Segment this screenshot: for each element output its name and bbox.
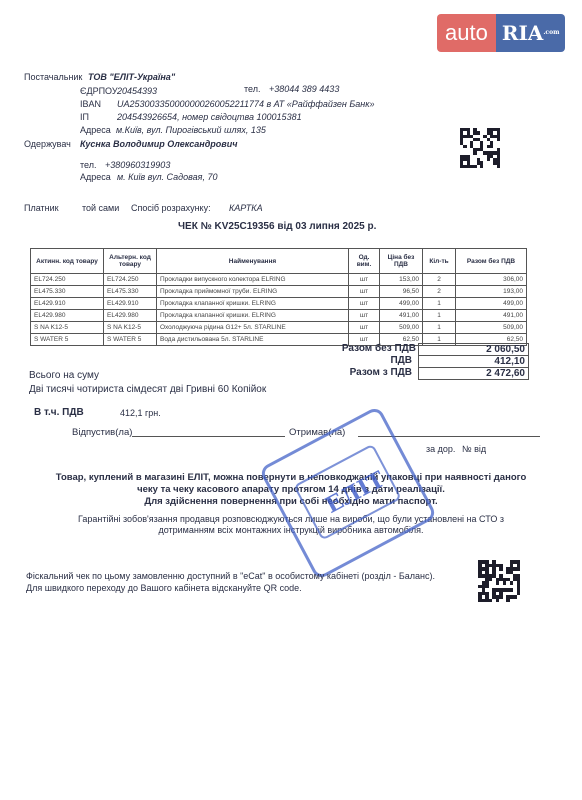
buyer-tel: +380960319903	[105, 160, 171, 170]
cell-unit: шт	[349, 334, 380, 346]
cell-price: 499,00	[380, 298, 423, 310]
vat-total: 412,10	[418, 355, 529, 368]
cell-alt-code: S WATER 5	[104, 334, 157, 346]
released-signature-line	[132, 436, 285, 437]
cell-total: 193,00	[456, 286, 527, 298]
power-of-attorney-label: за дор.	[426, 444, 456, 454]
cell-total: 306,00	[456, 274, 527, 286]
cell-price: 96,50	[380, 286, 423, 298]
payment-method-label: Спосіб розрахунку:	[131, 203, 211, 213]
cell-name: Прокладка клапанної кришки. ELRING	[157, 298, 349, 310]
warranty-line2: дотриманням всіх монтажних інструкцій виробника автомобіля.	[158, 525, 424, 535]
cell-unit: шт	[349, 298, 380, 310]
total-with-vat-label: Разом з ПДВ	[349, 367, 412, 378]
col-name: Найменування	[157, 249, 349, 274]
received-label: Отримав(ла)	[289, 427, 346, 438]
return-notice-line3: Для здійснення повернення при собі необхідно мати паспорт.	[144, 496, 438, 507]
cell-unit: шт	[349, 274, 380, 286]
edrpou-value: 20454393	[117, 86, 158, 96]
receipt-title: ЧЕК № KV25C19356 від 03 липня 2025 р.	[178, 221, 377, 232]
table-row	[31, 274, 527, 286]
cell-code: S NA K12-5	[31, 322, 104, 334]
sum-label: Всього на суму	[29, 370, 99, 381]
cell-price: 62,50	[380, 334, 423, 346]
cell-qty: 1	[423, 334, 456, 346]
table-row	[31, 322, 527, 334]
buyer-label: Одержувач	[24, 139, 71, 149]
qr-code-top	[460, 128, 500, 168]
cell-code: EL475.330	[31, 286, 104, 298]
table-row	[31, 286, 527, 298]
cell-price: 153,00	[380, 274, 423, 286]
sum-words: Дві тисячі чотириста сімдесят дві Гривні 60 Копійок	[29, 384, 267, 395]
logo-ria-suffix: .com	[543, 29, 560, 36]
logo-auto-text: auto	[437, 14, 496, 52]
iban-value: UA253003350000000260052211774 в АТ «Райффайзен Банк»	[117, 99, 375, 109]
cell-qty: 1	[423, 310, 456, 322]
cell-code: S WATER 5	[31, 334, 104, 346]
vat-included-value: 412,1 грн.	[120, 408, 161, 418]
cell-qty: 1	[423, 298, 456, 310]
cell-qty: 1	[423, 322, 456, 334]
cell-name: Прокладка приймомної труби. ELRING	[157, 286, 349, 298]
cell-unit: шт	[349, 286, 380, 298]
cell-name: Охолоджуюча рідина G12+ 5л. STARLINE	[157, 322, 349, 334]
buyer-name: Куснка Володимир Олександрович	[80, 139, 238, 149]
cell-code: EL429.910	[31, 298, 104, 310]
ipn-label: ІП	[80, 112, 89, 122]
vat-included-label: В т.ч. ПДВ	[34, 407, 84, 418]
iban-label: IBAN	[80, 99, 102, 109]
warranty-line1: Гарантійні зобов'язання продавця розповсюджуються лише на вироби, що були установлені на СТО з	[78, 514, 504, 524]
col-article-code: Актинн. код товару	[31, 249, 104, 274]
payment-method: КАРТКА	[229, 203, 263, 213]
col-unit: Од. вим.	[349, 249, 380, 274]
total-no-vat-label: Разом без ПДВ	[341, 343, 416, 354]
seller-address-label: Адреса	[80, 125, 111, 135]
table-row	[31, 298, 527, 310]
seller-tel: +38044 389 4433	[269, 84, 340, 94]
vat-label: ПДВ	[390, 355, 412, 366]
cell-price: 509,00	[380, 322, 423, 334]
payer-label: Платник	[24, 203, 59, 213]
buyer-address: м. Київ вул. Садовая, 70	[117, 172, 218, 182]
logo-ria: RIA	[501, 21, 544, 45]
payer-value: той сами	[82, 203, 120, 213]
cell-alt-code: EL724.250	[104, 274, 157, 286]
items-table	[30, 248, 527, 346]
total-no-vat: 2 060,50	[418, 343, 529, 356]
col-price: Ціна без ПДВ	[380, 249, 423, 274]
table-header-row	[31, 249, 527, 274]
cell-name: Прокладки випускного колектора ELRING	[157, 274, 349, 286]
cell-total: 499,00	[456, 298, 527, 310]
fiscal-line1: Фіскальний чек по цьому замовленню доступний в "eCat" в особистому кабінеті (розділ - Баланс).	[26, 571, 435, 581]
cell-price: 491,00	[380, 310, 423, 322]
cell-alt-code: EL429.980	[104, 310, 157, 322]
cell-code: EL724.250	[31, 274, 104, 286]
cell-alt-code: EL429.910	[104, 298, 157, 310]
seller-label: Постачальник	[24, 72, 83, 82]
cell-qty: 2	[423, 286, 456, 298]
buyer-tel-label: тел.	[80, 160, 97, 170]
return-notice-line1: Товар, куплений в магазині ЕЛІТ, можна повернути в неповкоджаній упаковці при наявності даного	[55, 472, 527, 483]
qr-module	[497, 165, 500, 168]
released-label: Відпустив(ла)	[72, 427, 133, 438]
cell-name: Прокладка клапанної кришки. ELRING	[157, 310, 349, 322]
col-total: Разом без ПДВ	[456, 249, 527, 274]
qr-module	[517, 599, 521, 603]
logo-ria-text	[496, 14, 566, 52]
qr-code-bottom	[478, 560, 520, 602]
return-notice-line2: чеку та чеку касового апарату протягом 14 днів з дати реалізації.	[137, 484, 445, 495]
cell-total: 491,00	[456, 310, 527, 322]
autoria-logo	[437, 14, 565, 52]
cell-unit: шт	[349, 310, 380, 322]
buyer-address-label: Адреса	[80, 172, 111, 182]
stamp-signature: ЕЛІТ	[321, 466, 389, 519]
company-stamp	[258, 405, 437, 580]
cell-code: EL429.980	[31, 310, 104, 322]
fiscal-line2: Для швидкого переходу до Вашого кабінета відскануйте QR code.	[26, 583, 302, 593]
seller-name: ТОВ "ЕЛІТ-Україна"	[88, 72, 176, 82]
total-with-vat: 2 472,60	[418, 367, 529, 380]
cell-total: 509,00	[456, 322, 527, 334]
cell-name: Вода дистильована 5л. STARLINE	[157, 334, 349, 346]
cell-total: 62,50	[456, 334, 527, 346]
col-alt-code: Альтерн. код товару	[104, 249, 157, 274]
table-row	[31, 310, 527, 322]
cell-unit: шт	[349, 322, 380, 334]
edrpou-label: ЄДРПОУ	[80, 86, 118, 96]
seller-address: м.Київ, вул. Пирогівський шлях, 135	[116, 125, 266, 135]
cell-alt-code: S NA K12-5	[104, 322, 157, 334]
cell-alt-code: EL475.330	[104, 286, 157, 298]
col-qty: Кіл-ть	[423, 249, 456, 274]
ipn-value: 204543926654, номер свідоцтва 100015381	[117, 112, 302, 122]
cell-qty: 2	[423, 274, 456, 286]
power-number-label: № від	[462, 444, 487, 454]
seller-tel-label: тел.	[244, 84, 261, 94]
